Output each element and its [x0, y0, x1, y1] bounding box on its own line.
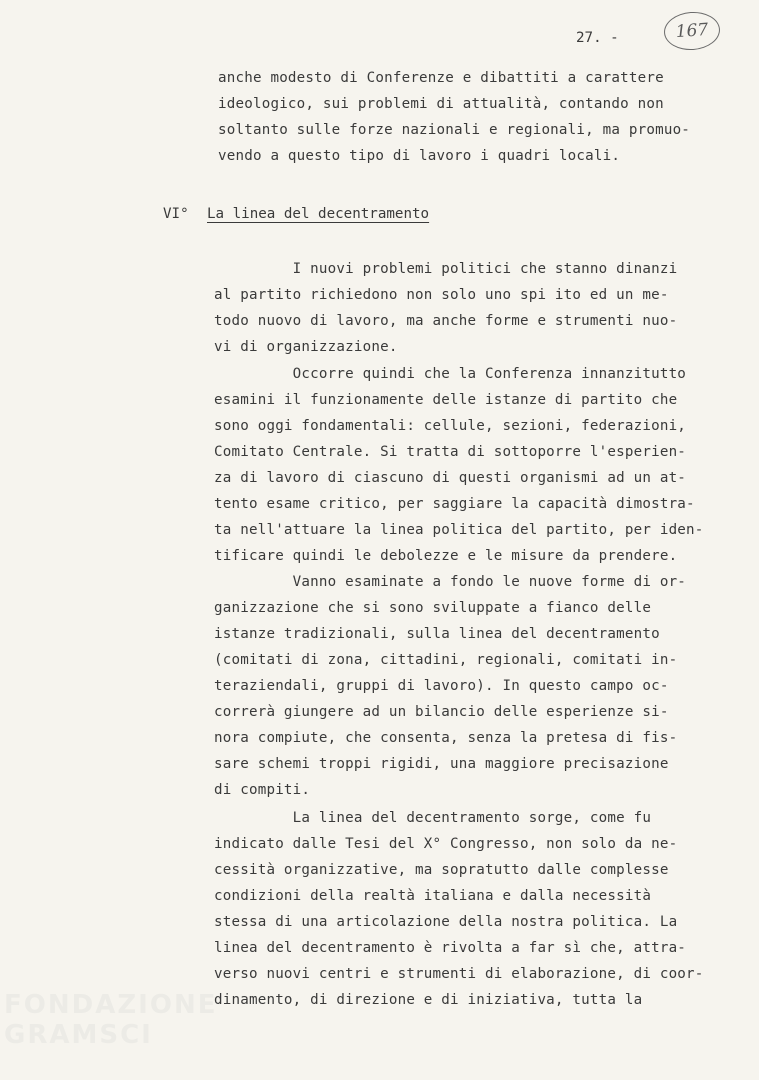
text-line: dinamento, di direzione e di iniziativa, tutta la	[214, 992, 643, 1008]
text-line: al partito richiedono non solo uno spi ito ed un me-	[214, 287, 669, 303]
text-line: soltanto sulle forze nazionali e regionali, ma promuo-	[218, 122, 691, 138]
text-line: verso nuovi centri e strumenti di elaborazione, di coor-	[214, 966, 704, 982]
text-line: Occorre quindi che la Conferenza innanzitutto	[214, 366, 687, 382]
archive-page-stamp: 167	[663, 10, 722, 52]
text-line: di compiti.	[214, 782, 311, 798]
archive-watermark	[4, 990, 217, 1050]
text-line: indicato dalle Tesi del X° Congresso, non solo da ne-	[214, 836, 678, 852]
text-line: sare schemi troppi rigidi, una maggiore precisazione	[214, 756, 669, 772]
text-line: ganizzazione che si sono sviluppate a fianco delle	[214, 600, 652, 616]
text-line: Comitato Centrale. Si tratta di sottoporre l'esperien-	[214, 444, 687, 460]
text-line: sono oggi fondamentali: cellule, sezioni, federazioni,	[214, 418, 687, 434]
text-line: tento esame critico, per saggiare la capacità dimostra-	[214, 496, 695, 512]
text-line: stessa di una articolazione della nostra politica. La	[214, 914, 678, 930]
text-line: (comitati di zona, cittadini, regionali, comitati in-	[214, 652, 678, 668]
text-line: todo nuovo di lavoro, ma anche forme e strumenti nuo-	[214, 313, 678, 329]
page-number: 27. -	[576, 30, 619, 46]
text-line: anche modesto di Conferenze e dibattiti a carattere	[218, 70, 664, 86]
text-line: teraziendali, gruppi di lavoro). In questo campo oc-	[214, 678, 669, 694]
text-line: za di lavoro di ciascuno di questi organismi ad un at-	[214, 470, 687, 486]
text-line: condizioni della realtà italiana e dalla necessità	[214, 888, 652, 904]
text-line: ideologico, sui problemi di attualità, contando non	[218, 96, 664, 112]
section-number: VI°	[163, 206, 189, 222]
text-line: correrà giungere ad un bilancio delle esperienze si-	[214, 704, 669, 720]
text-line: ta nell'attuare la linea politica del partito, per iden-	[214, 522, 704, 538]
text-line: I nuovi problemi politici che stanno dinanzi	[214, 261, 678, 277]
section-title: La linea del decentramento	[207, 206, 430, 222]
watermark-line: FONDAZIONE	[4, 990, 218, 1020]
watermark-line: GRAMSCI	[4, 1020, 153, 1050]
text-line: vendo a questo tipo di lavoro i quadri locali.	[218, 148, 621, 164]
text-line: istanze tradizionali, sulla linea del decentramento	[214, 626, 660, 642]
text-line: esamini il funzionamente delle istanze di partito che	[214, 392, 678, 408]
text-line: vi di organizzazione.	[214, 339, 398, 355]
text-line: Vanno esaminate a fondo le nuove forme di or-	[214, 574, 687, 590]
text-line: La linea del decentramento sorge, come fu	[214, 810, 652, 826]
text-line: nora compiute, che consenta, senza la pretesa di fis-	[214, 730, 678, 746]
text-line: tificare quindi le debolezze e le misure da prendere.	[214, 548, 678, 564]
text-line: linea del decentramento è rivolta a far sì che, attra-	[214, 940, 687, 956]
text-line: cessità organizzative, ma sopratutto dalle complesse	[214, 862, 669, 878]
